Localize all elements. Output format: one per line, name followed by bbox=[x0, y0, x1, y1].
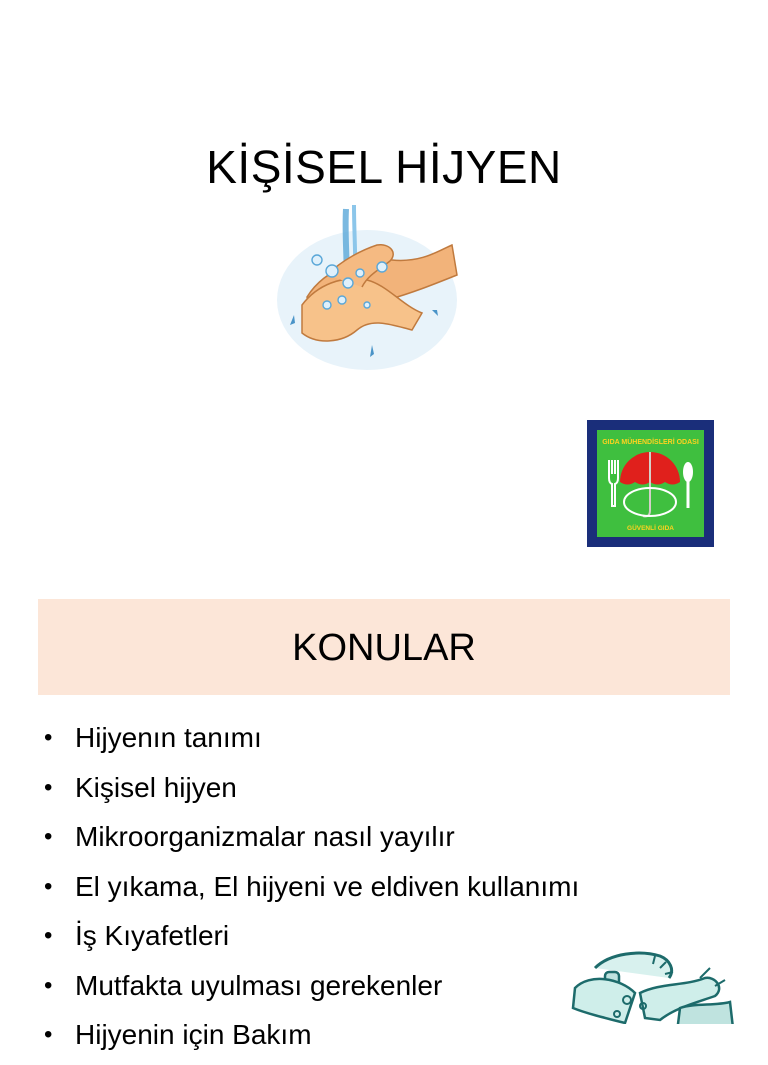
hand-washing-sketch bbox=[565, 948, 735, 1024]
list-item bbox=[44, 867, 579, 917]
bullet: • bbox=[44, 971, 53, 999]
slide-title: KİŞİSEL HİJYEN bbox=[206, 141, 562, 193]
topic-label: Hijyenın tanımı bbox=[75, 722, 262, 753]
bullet: • bbox=[44, 823, 53, 850]
list-item bbox=[44, 1015, 579, 1065]
topic-label: İş Kıyafetleri bbox=[75, 920, 230, 951]
bullet: • bbox=[44, 1021, 53, 1048]
topics-header-band bbox=[38, 599, 730, 695]
topic-label: Hijyenin için Bakım bbox=[75, 1019, 312, 1050]
bullet: • bbox=[44, 724, 53, 751]
topic-label: Kişisel hijyen bbox=[75, 771, 237, 803]
topic-label: Mikroorganizmalar nasıl yayılır bbox=[75, 821, 455, 852]
bullet: • bbox=[44, 922, 53, 949]
list-item bbox=[44, 966, 579, 1016]
topic-label: El yıkama, El hijyeni ve eldiven kullanımı bbox=[75, 870, 580, 902]
list-item bbox=[44, 768, 579, 818]
bullet: • bbox=[44, 773, 53, 801]
logo-bottom-text: GÜVENLİ GIDA bbox=[627, 525, 674, 532]
organization-logo bbox=[587, 420, 714, 547]
list-item bbox=[44, 916, 579, 966]
list-item bbox=[44, 718, 579, 768]
section-title: KONULAR bbox=[292, 627, 476, 669]
bullet: • bbox=[44, 872, 53, 900]
topic-label: Mutfakta uyulması gerekenler bbox=[75, 969, 443, 1001]
hand-washing-illustration bbox=[272, 205, 462, 380]
logo-top-text: GIDA MÜHENDİSLERİ ODASI bbox=[602, 439, 699, 446]
list-item bbox=[44, 817, 579, 867]
topic-list bbox=[44, 718, 579, 1065]
